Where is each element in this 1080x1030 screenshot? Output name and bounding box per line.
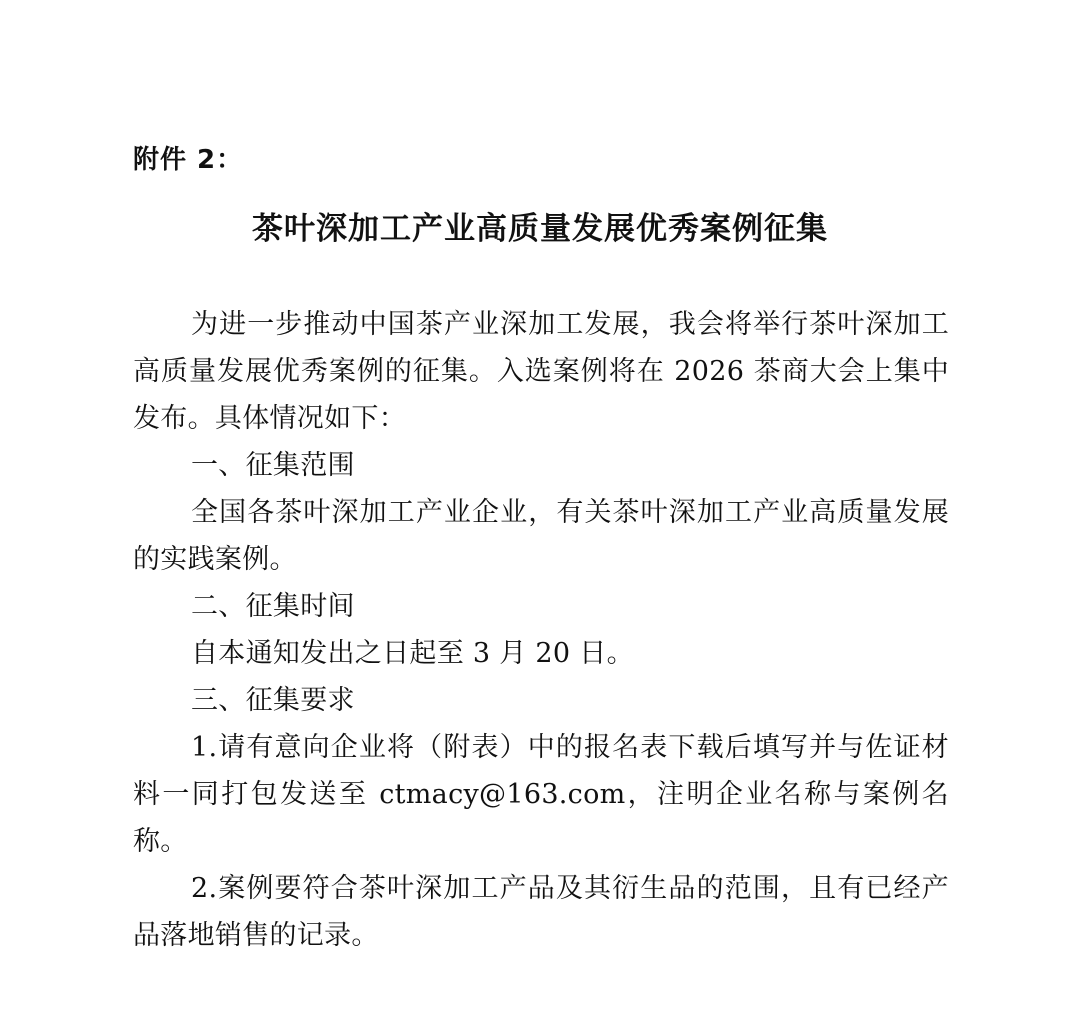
- section-heading-scope: 一、征集范围: [191, 450, 355, 481]
- intro-paragraph: 为进一步推动中国茶产业深加工发展，我会将举行茶叶深加工高质量发展优秀案例的征集。入选案例将在 2026 茶商大会上集中发布。具体情况如下：: [133, 309, 949, 434]
- document-title: 茶叶深加工产业高质量发展优秀案例征集: [252, 211, 828, 247]
- requirement-item-2: 2.案例要符合茶叶深加工产品及其衍生品的范围，且有已经产品落地销售的记录。: [133, 873, 949, 951]
- requirement-item-1: 1.请有意向企业将（附表）中的报名表下载后填写并与佐证材料一同打包发送至 ctmacy@163.com，注明企业名称与案例名称。: [133, 732, 949, 857]
- document-body: [133, 301, 949, 959]
- time-paragraph: 自本通知发出之日起至 3 月 20 日。: [191, 638, 634, 669]
- scope-paragraph: 全国各茶叶深加工产业企业，有关茶叶深加工产业高质量发展的实践案例。: [133, 497, 949, 575]
- section-heading-requirements: 三、征集要求: [191, 685, 355, 716]
- section-heading-time: 二、征集时间: [191, 591, 355, 622]
- attachment-label: 附件 2：: [133, 145, 244, 175]
